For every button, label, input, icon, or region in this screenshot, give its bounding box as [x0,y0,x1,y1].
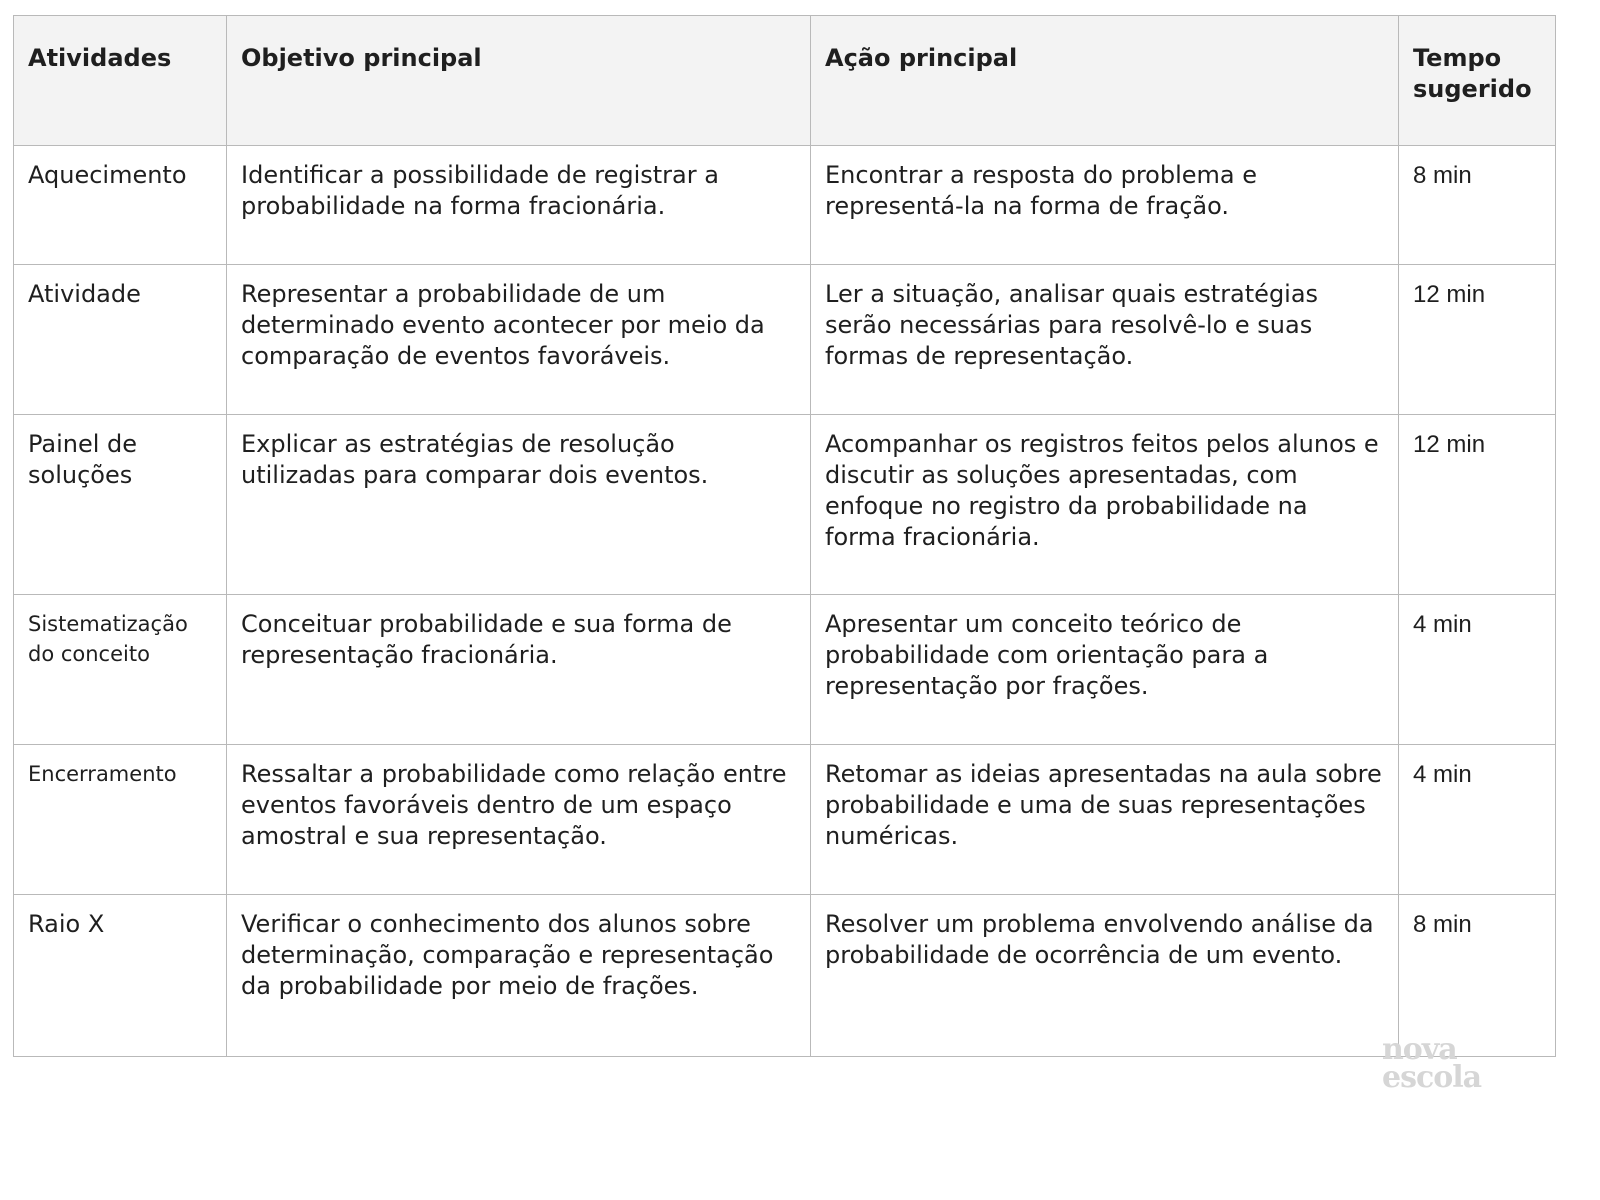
cell-tempo: 8 min [1399,146,1556,265]
cell-acao: Retomar as ideias apresentadas na aula sobre probabilidade e uma de suas representações numéricas. [811,745,1399,895]
cell-atividade: Encerramento [14,745,227,895]
table-row [14,895,1556,1057]
table-header-row [14,16,1556,146]
logo-line-nova: nova [1382,1032,1457,1067]
cell-acao: Acompanhar os registros feitos pelos alunos e discutir as soluções apresentadas, com enfoque no registro da probabilidade na forma fracionária. [811,415,1399,595]
cell-tempo: 8 min [1399,895,1556,1057]
cell-objetivo: Identificar a possibilidade de registrar a probabilidade na forma fracionária. [227,146,811,265]
table-row [14,146,1556,265]
header-tempo-sugerido: Tempo sugerido [1399,16,1556,146]
cell-tempo: 4 min [1399,595,1556,745]
cell-tempo: 12 min [1399,415,1556,595]
cell-atividade: Atividade [14,265,227,415]
cell-tempo: 4 min [1399,745,1556,895]
cell-objetivo: Representar a probabilidade de um determinado evento acontecer por meio da comparação de eventos favoráveis. [227,265,811,415]
cell-atividade: Painel de soluções [14,415,227,595]
header-atividades: Atividades [14,16,227,146]
table-row [14,415,1556,595]
cell-acao: Encontrar a resposta do problema e representá-la na forma de fração. [811,146,1399,265]
cell-objetivo: Ressaltar a probabilidade como relação entre eventos favoráveis dentro de um espaço amostral e sua representação. [227,745,811,895]
cell-atividade: Raio X [14,895,227,1057]
cell-objetivo: Explicar as estratégias de resolução utilizadas para comparar dois eventos. [227,415,811,595]
cell-objetivo: Verificar o conhecimento dos alunos sobre determinação, comparação e representação da probabilidade por meio de frações. [227,895,811,1057]
cell-acao: Apresentar um conceito teórico de probabilidade com orientação para a representação por frações. [811,595,1399,745]
cell-atividade: Sistematização do conceito [14,595,227,745]
cell-tempo: 12 min [1399,265,1556,415]
cell-objetivo: Conceituar probabilidade e sua forma de representação fracionária. [227,595,811,745]
header-objetivo-principal: Objetivo principal [227,16,811,146]
logo-line-escola: escola [1382,1060,1482,1095]
nova-escola-logo [1382,1032,1502,1095]
lesson-plan-table [13,15,1556,1057]
header-acao-principal: Ação principal [811,16,1399,146]
cell-acao: Resolver um problema envolvendo análise da probabilidade de ocorrência de um evento. [811,895,1399,1057]
cell-atividade: Aquecimento [14,146,227,265]
cell-acao: Ler a situação, analisar quais estratégias serão necessárias para resolvê-lo e suas formas de representação. [811,265,1399,415]
table-row [14,265,1556,415]
table-row [14,745,1556,895]
table-row [14,595,1556,745]
